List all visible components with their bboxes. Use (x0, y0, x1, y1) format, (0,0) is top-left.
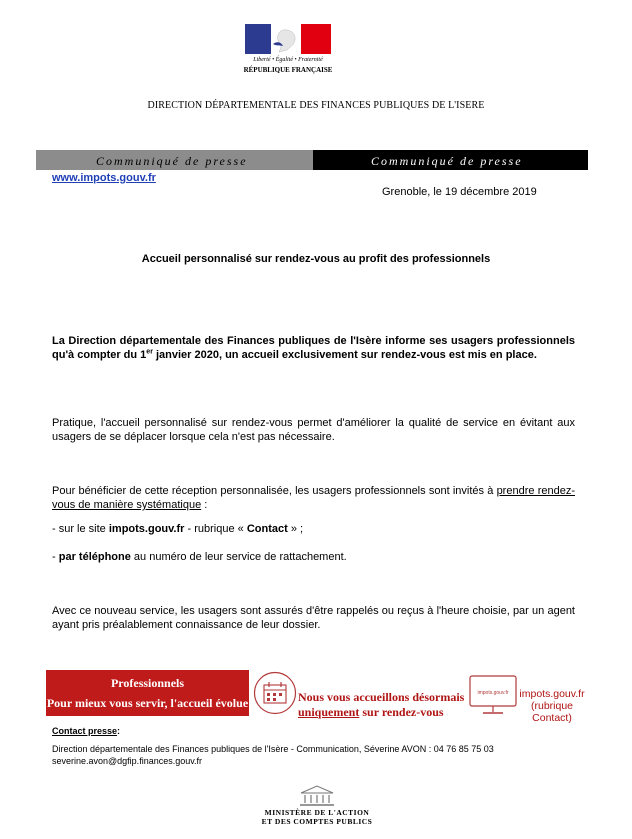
intro-paragraph: La Direction départementale des Finances publiques de l'Isère informe ses usagers professionnels qu'à compter du 1er janvier 2020, un accueil exclusivement sur rendez-vous est mis en place. (52, 335, 575, 361)
press-band-left-label: Communiqué de presse (96, 154, 248, 168)
republic-name: RÉPUBLIQUE FRANÇAISE (243, 66, 333, 74)
banner-heading: Professionnels (110, 676, 185, 690)
bullet-website: - sur le site impots.gouv.fr - rubrique « Contact » ; (52, 523, 304, 535)
impots-contact-note: impots.gouv.fr (rubrique Contact) (519, 688, 585, 724)
ministere-logo (232, 783, 402, 833)
ministry-name-line1: MINISTÈRE DE L'ACTION (264, 808, 370, 817)
ministry-name-line2: ET DES COMPTES PUBLICS (261, 817, 373, 826)
marianne-logo (243, 24, 333, 76)
impots-site-link[interactable]: www.impots.gouv.fr (52, 172, 156, 184)
direction-heading: DIRECTION DÉPARTEMENTALE DES FINANCES PUBLIQUES DE L'ISERE (147, 100, 485, 111)
ministry-building-icon (298, 785, 336, 807)
banner-subheading: Pour mieux vous servir, l'accueil évolue (46, 696, 249, 710)
press-contact-heading: Contact presse: (52, 726, 121, 736)
document-title: Accueil personnalisé sur rendez-vous au profit des professionnels (141, 253, 491, 265)
instructions-paragraph: Pour bénéficier de cette réception personnalisée, les usagers professionnels sont invités à prendre rendez-vous de manière systématique : (52, 485, 575, 511)
press-band-left (36, 150, 313, 170)
press-contact-details: Direction départementale des Finances publiques de l'Isère - Communication, Séverine AVON : 04 76 85 75 03 severine.avon@dgfip.finances.gouv.fr (52, 743, 575, 767)
contact-email: severine.avon@dgfip.finances.gouv.fr (52, 756, 203, 766)
appointment-only-notice: Nous vous accueillons désormais uniquement sur rendez-vous (298, 690, 465, 719)
press-band-right-label: Communiqué de presse (371, 154, 523, 168)
republic-motto: Liberté • Égalité • Fraternité (253, 57, 323, 63)
computer-screen-icon (469, 674, 517, 718)
bullet-phone: - par téléphone au numéro de leur service de rattachement. (52, 551, 347, 563)
professionals-banner (46, 670, 249, 716)
marianne-profile-icon (269, 28, 305, 54)
benefit-paragraph: Pratique, l'accueil personnalisé sur rendez-vous permet d'améliorer la qualité de service en évitant aux usagers de se déplacer lorsque cela n'est pas nécessaire. (52, 417, 575, 443)
release-date: Grenoble, le 19 décembre 2019 (382, 186, 537, 198)
screen-label: impots.gouv.fr (477, 690, 509, 696)
calendar-icon (253, 671, 297, 715)
press-band-right (313, 150, 588, 170)
closing-paragraph: Avec ce nouveau service, les usagers sont assurés d'être rappelés ou reçus à l'heure choisie, par un agent ayant pris préalablement connaissance de leur dossier. (52, 605, 575, 631)
appointment-emphasis: prendre rendez-vous de manière systématique (52, 485, 575, 511)
